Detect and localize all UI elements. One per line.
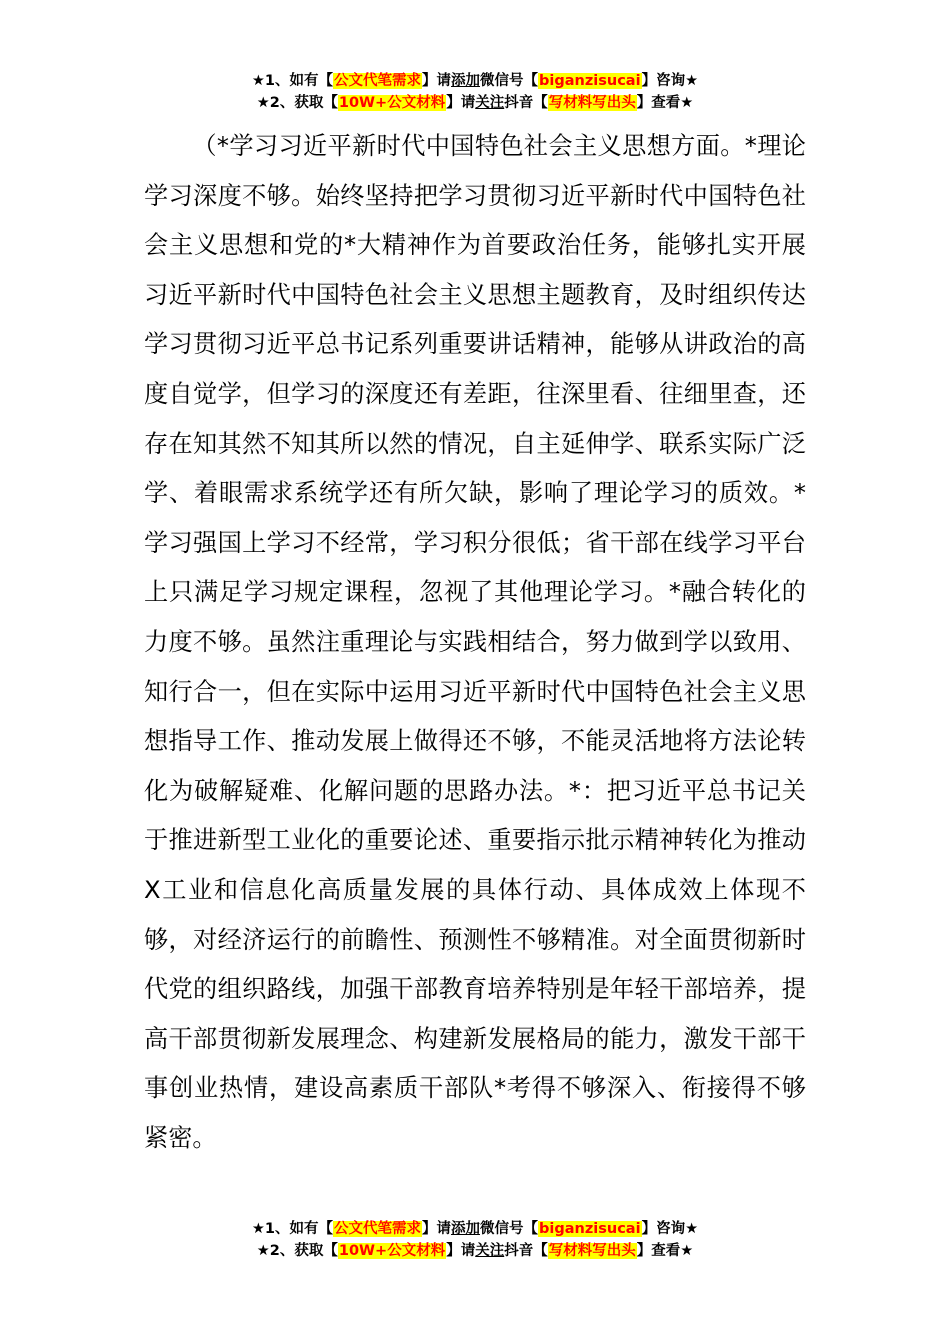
footer-line-2-middle: 】请 [446,1243,476,1259]
footer-line-1-highlight-wechat-id: biganzisucai [539,1221,641,1237]
header-line-2-middle: 】请 [446,95,476,111]
footer-line-1-highlight-service: 公文代笔需求 [334,1221,422,1237]
header-line-2 [0,92,950,114]
header-line-2-underlined: 关注 [475,95,505,111]
footer-line-2-middle-2: 抖音【 [504,1243,548,1259]
footer-line-2 [0,1240,950,1262]
header-line-2-suffix: 】查看★ [636,95,694,111]
header-line-2-highlight-douyin-account: 写材料写出头 [548,95,636,111]
header-line-2-highlight-materials: 10W+公文材料 [338,95,446,111]
header-line-2-prefix: ★2、获取【 [256,95,338,111]
header-line-1-middle: 】请 [422,73,452,89]
footer-line-1-prefix: ★1、如有【 [251,1221,334,1237]
header-line-1-highlight-wechat-id: biganzisucai [539,73,641,89]
header-line-1-highlight-service: 公文代笔需求 [334,73,422,89]
header-line-1 [0,70,950,92]
footer-line-2-suffix: 】查看★ [636,1243,694,1259]
header-line-2-middle-2: 抖音【 [504,95,548,111]
footer-line-2-highlight-materials: 10W+公文材料 [338,1243,446,1259]
footer-line-1-underlined: 添加 [451,1221,481,1237]
footer-line-2-highlight-douyin-account: 写材料写出头 [548,1243,636,1259]
footer-line-2-underlined: 关注 [475,1243,505,1259]
footer-line-1-middle-2: 微信号【 [480,1221,539,1237]
footer-line-2-prefix: ★2、获取【 [256,1243,338,1259]
footer-line-1 [0,1218,950,1240]
header-line-1-prefix: ★1、如有【 [251,73,334,89]
document-body-paragraph: （*学习习近平新时代中国特色社会主义思想方面。*理论学习深度不够。始终坚持把学习贯彻习近平新时代中国特色社会主义思想和党的*大精神作为首要政治任务，能够扎实开展习近平新时代中国特色社会主义思想主题教育，及时组织传达学习贯彻习近平总书记系列重要讲话精神，能够从讲政治的高度自觉学，但学习的深度还有差距，往深里看、往细里查，还存在知其然不知其所以然的情况，自主延伸学、联系实际广泛学、着眼需求系统学还有所欠缺，影响了理论学习的质效。*学习强国上学习不经常，学习积分很低；省干部在线学习平台上只满足学习规定课程，忽视了其他理论学习。*融合转化的力度不够。虽然注重理论与实践相结合，努力做到学以致用、知行合一，但在实际中运用习近平新时代中国特色社会主义思想指导工作、推动发展上做得还不够，不能灵活地将方法论转化为破解疑难、化解问题的思路办法。*：把习近平总书记关于推进新型工业化的重要论述、重要指示批示精神转化为推动X工业和信息化高质量发展的具体行动、具体成效上体现不够，对经济运行的前瞻性、预测性不够精准。对全面贯彻新时代党的组织路线，加强干部教育培养特别是年轻干部培养，提高干部贯彻新发展理念、构建新发展格局的能力，激发干部干事创业热情，建设高素质干部队*考得不够深入、衔接得不够紧密。 [144,132,806,1152]
header-line-1-middle-2: 微信号【 [480,73,539,89]
header-banner [0,70,950,114]
footer-line-1-middle: 】请 [422,1221,452,1237]
footer-line-1-suffix: 】咨询★ [641,1221,699,1237]
header-line-1-suffix: 】咨询★ [641,73,699,89]
header-line-1-underlined: 添加 [451,73,481,89]
footer-banner [0,1218,950,1262]
